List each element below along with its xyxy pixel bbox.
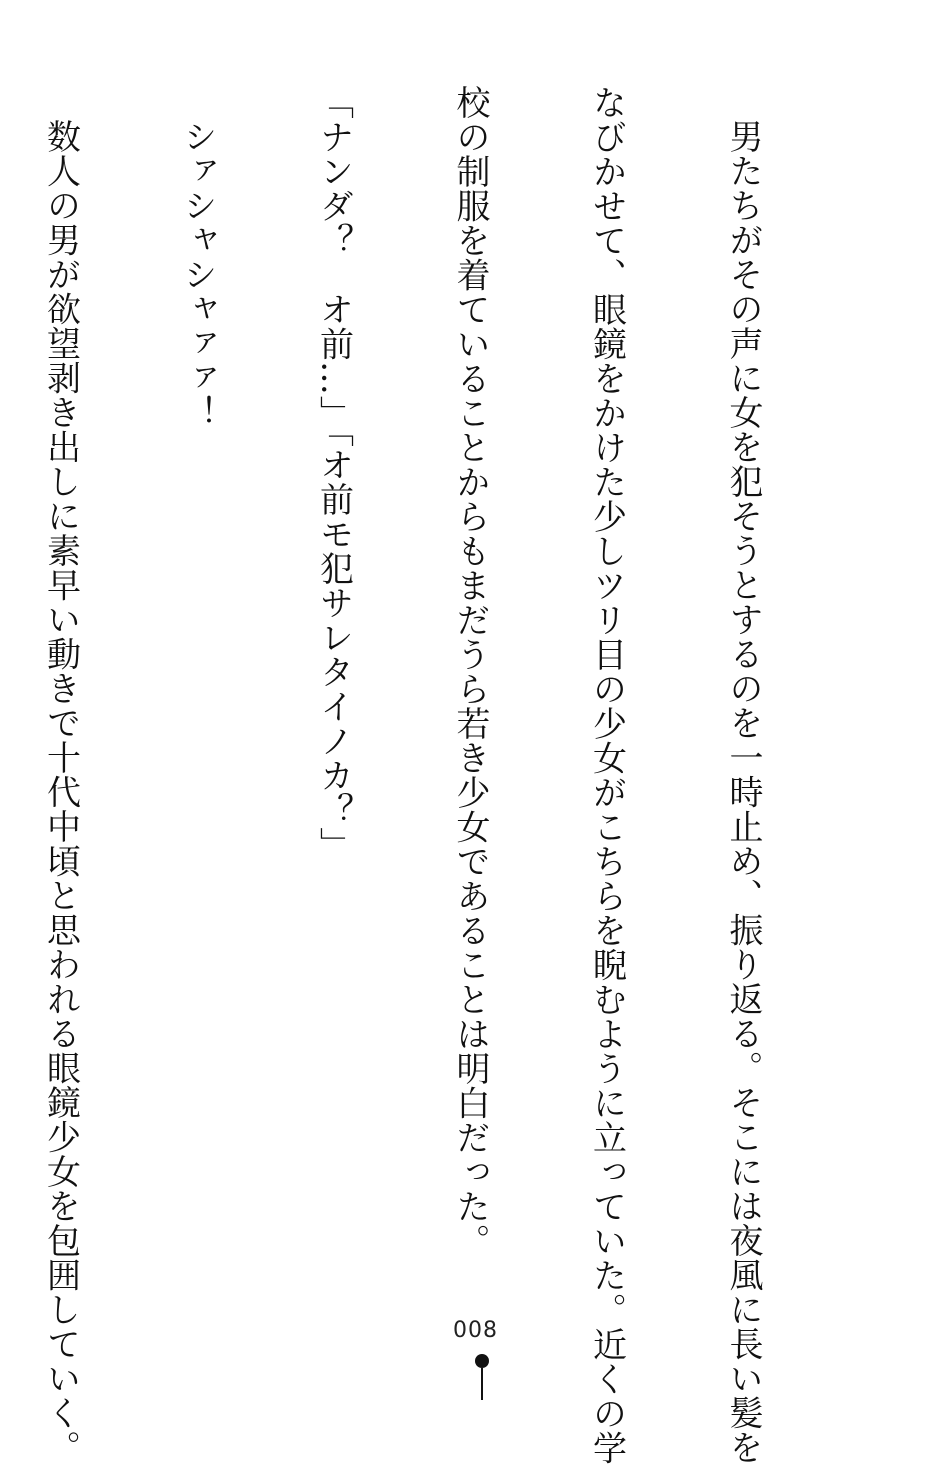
page-number: 008 bbox=[453, 1318, 498, 1343]
page-marker-line bbox=[481, 1368, 483, 1400]
text-line: 「ナンダ？ オ前…」「オ前モ犯サレタイノカ？」 bbox=[313, 85, 354, 862]
text-line: 男たちがその声に女を犯そうとするのを一時止め、振り返る。そこには夜風に長い髪を bbox=[723, 119, 763, 1465]
text-line: シァシャシャァァ！ bbox=[177, 119, 217, 430]
text-line: 数人の男が欲望剥き出しに素早い動きで十代中頃と思われる眼鏡少女を包囲していく。 bbox=[40, 119, 81, 1465]
page-marker-dot bbox=[475, 1354, 489, 1368]
text-line: なびかせて、眼鏡をかけた少しツリ目の少女がこちらを睨むように立っていた。近くの学 bbox=[586, 85, 627, 1465]
text-line: 校の制服を着ていることからもまだうら若き少女であることは明白だった。 bbox=[450, 85, 490, 1258]
